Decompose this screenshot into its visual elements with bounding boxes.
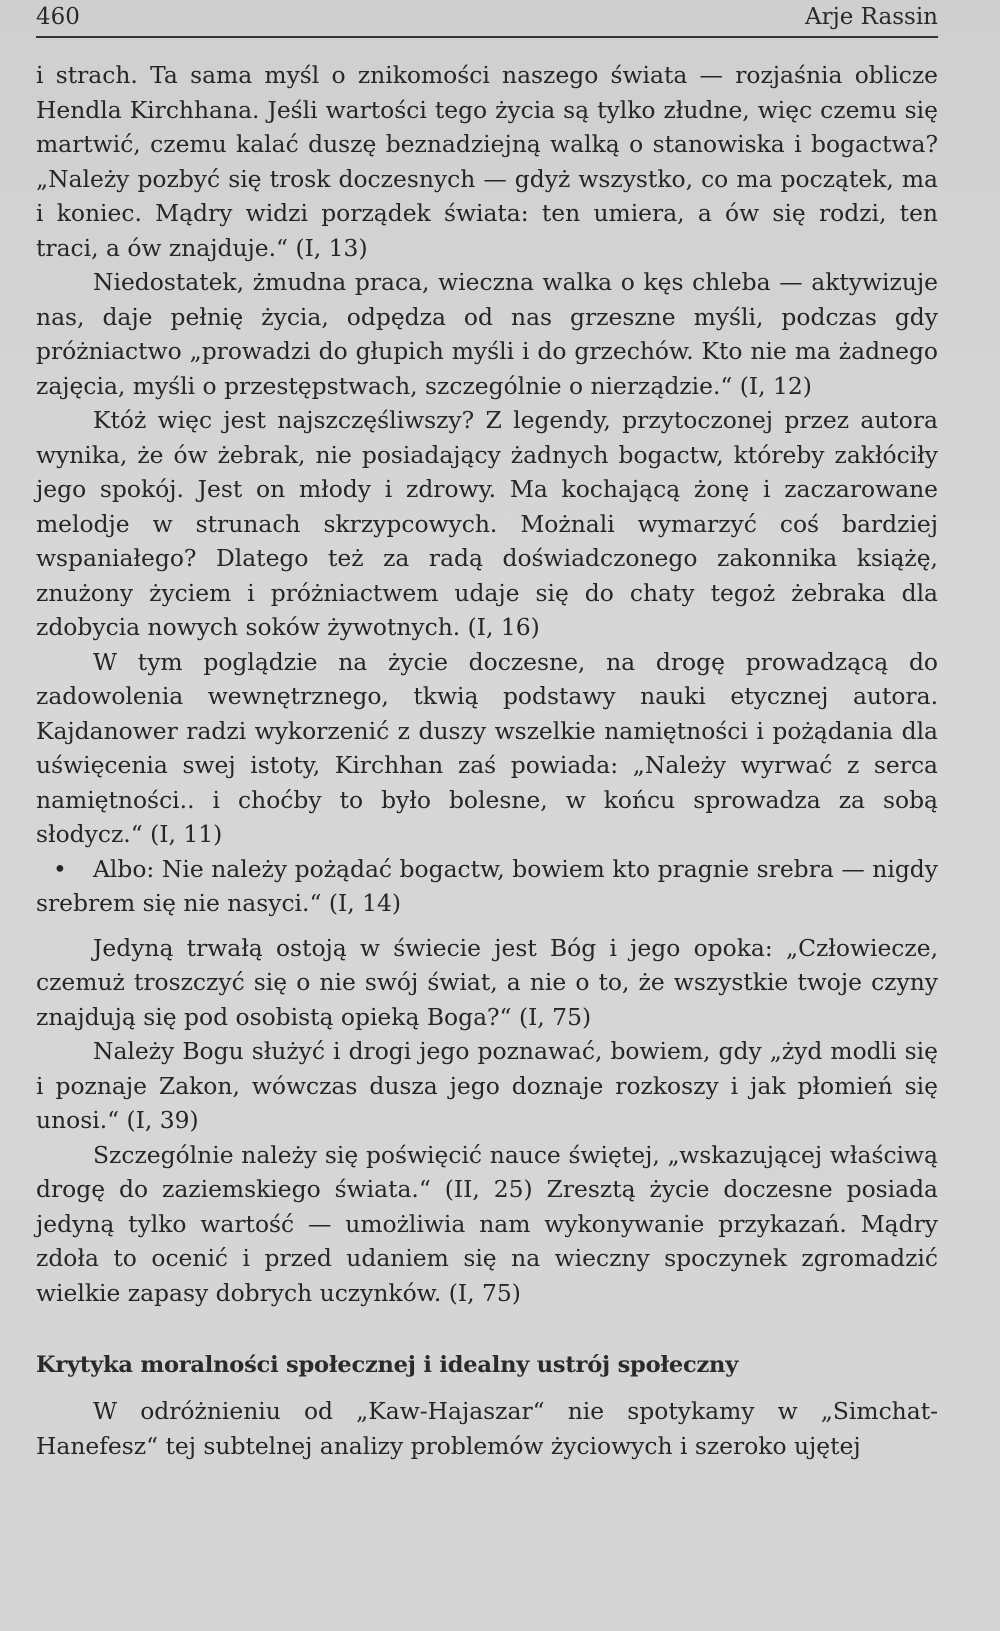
paragraph-bulleted: • Albo: Nie należy pożądać bogactw, bowiem kto pragnie srebra — nigdy srebrem się nie nasyci.“ (I, 14) [36,854,938,917]
paragraph: Należy Bogu służyć i drogi jego poznawać, bowiem, gdy „żyd modli się i poznaje Zakon, wówczas dusza jego doznaje rozkoszy i jak płomień się unosi.“ (I, 39) [36,1037,938,1134]
section-paragraph: W odróżnieniu od „Kaw-Hajaszar“ nie spotykamy w „Simchat-Hanefesz“ tej subtelnej analizy problemów życiowych i szeroko ujętej [36,1397,938,1460]
paragraph: Któż więc jest najszczęśliwszy? Z legendy, przytoczonej przez autora wynika, że ów żebrak, nie posiadający żadnych bogactw, któreby zakłóciły jego spokój. Jest on młody i zdrowy. Ma kochającą żonę i zaczarowane melodje w strunach skrzypcowych. Możnali wymarzyć coś bardziej wspaniałego? Dlatego też za radą doświadczonego zakonnika książę, znużony życiem i próżniactwem udaje się do chaty tegoż żebraka dla zdobycia nowych soków żywotnych. (I, 16) [36,406,938,641]
section-heading: Krytyka moralności społecznej i idealny ustrój społeczny [36,1352,739,1378]
paragraph-continuation: i strach. Ta sama myśl o znikomości naszego świata — rozjaśnia oblicze Hendla Kirchhana. Jeśli wartości tego życia są tylko złudne, więc czemu się martwić, czemu kalać duszę beznadziejną walką o stanowiska i bogactwa? „Należy pozbyć się trosk doczesnych — gdyż wszystko, co ma początek, ma i koniec. Mądry widzi porządek świata: ten umiera, a ów się rodzi, ten traci, a ów znajduje.“ (I, 13) [36,61,938,262]
paragraph: W tym poglądzie na życie doczesne, na drogę prowadzącą do zadowolenia wewnętrznego, tkwią podstawy nauki etycznej autora. Kajdanower radzi wykorzenić z duszy wszelkie namiętności i pożądania dla uświęcenia swej istoty, Kirchhan zaś powiada: „Należy wyrwać z serca namiętności.. i choćby to było bolesne, w końcu sprowadza za sobą słodycz.“ (I, 11) [36,647,938,848]
paragraph-text: Albo: Nie należy pożądać bogactw, bowiem kto pragnie srebra — nigdy srebrem się nie nasyci.“ (I, 14) [36,854,938,917]
body-text [36,58,938,1463]
paragraph: Niedostatek, żmudna praca, wieczna walka o kęs chleba — aktywizuje nas, daje pełnię życia, odpędza od nas grzeszne myśli, podczas gdy próżniactwo „prowadzi do głupich myśli i do grzechów. Kto nie ma żadnego zajęcia, myśli o przestępstwach, szczególnie o nierządzie.“ (I, 12) [36,268,938,400]
header-rule [36,36,938,38]
page-number: 460 [36,4,80,30]
paragraph: Jedyną trwałą ostoją w świecie jest Bóg i jego opoka: „Człowiecze, czemuż troszczyć się o nie swój świat, a nie o to, że wszystkie twoje czyny znajdują się pod osobistą opieką Boga?“ (I, 75) [36,933,938,1031]
running-head-author: Arje Rassin [805,4,938,30]
running-head [36,0,938,44]
paragraph: Szczególnie należy się poświęcić nauce świętej, „wskazującej właściwą drogę do zaziemskiego świata.“ (II, 25) Zresztą życie doczesne posiada jedyną tylko wartość — umożliwia nam wykonywanie przykazań. Mądry zdoła to ocenić i przed udaniem się na wieczny spoczynek zgromadzić wielkie zapasy dobrych uczynków. (I, 75) [36,1140,938,1307]
